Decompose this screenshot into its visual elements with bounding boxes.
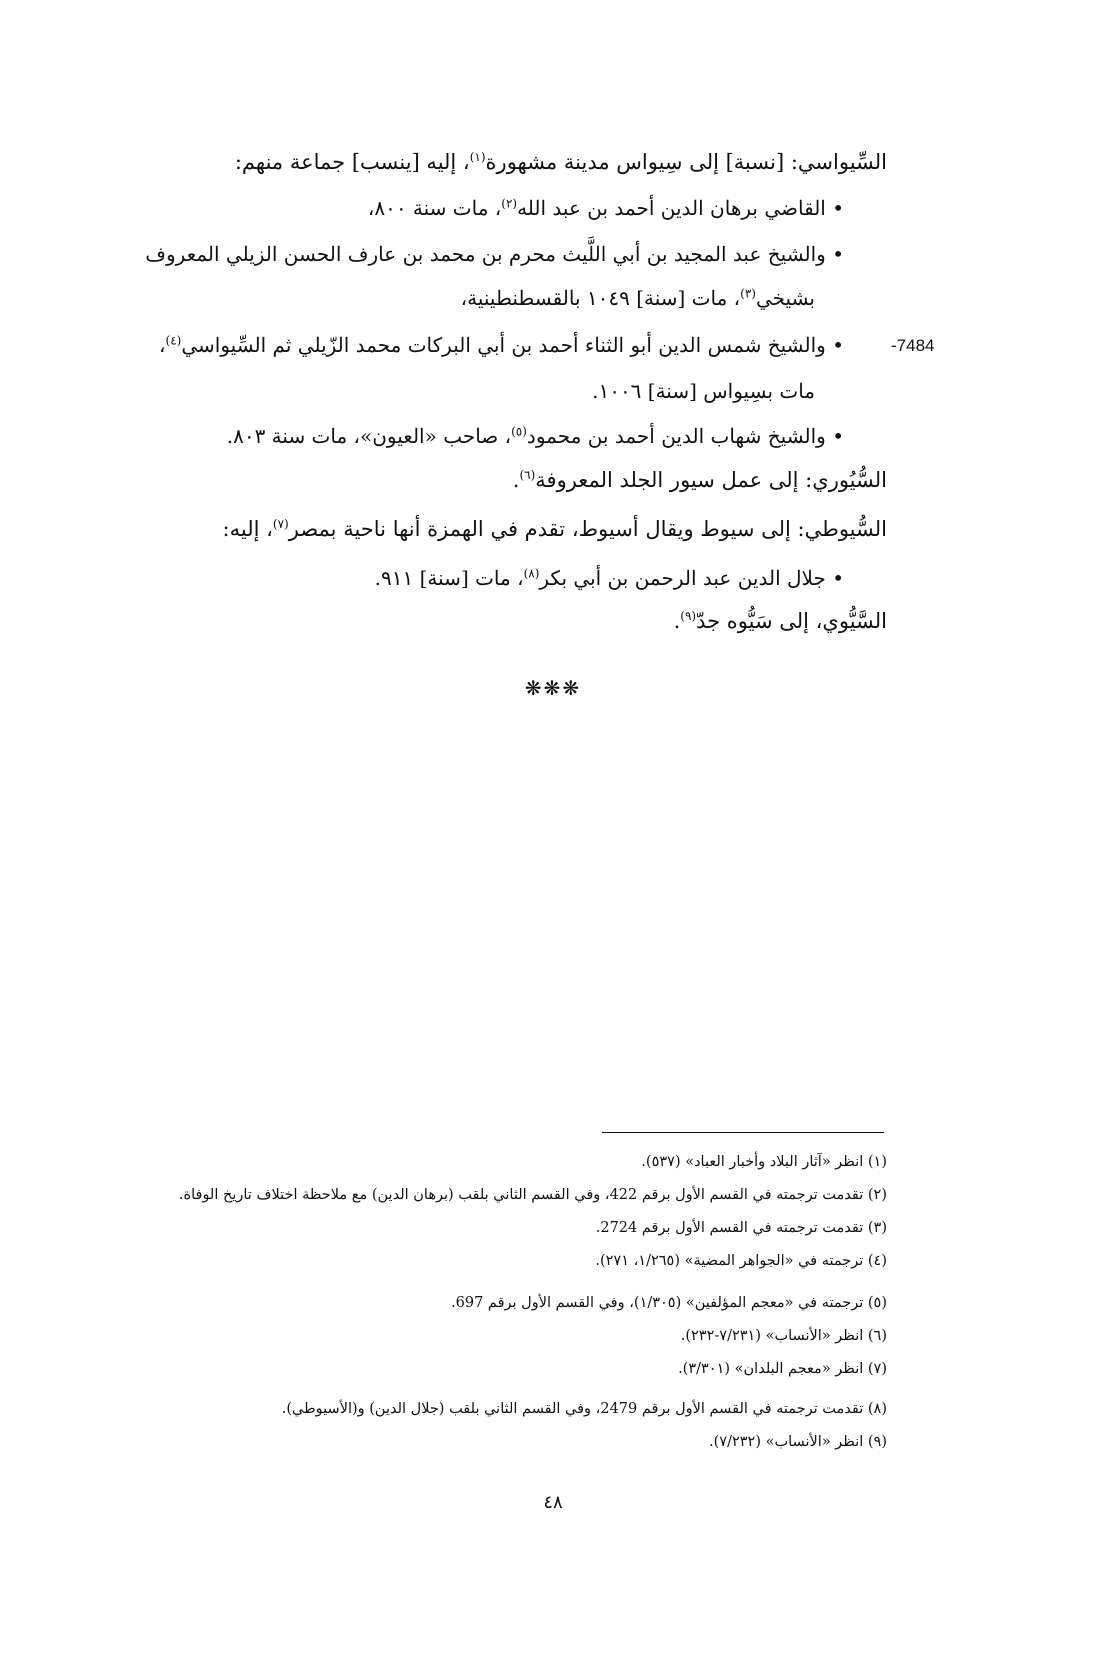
- entry-abd-al-majid-cont: [461, 283, 815, 313]
- footnote-9: (٩) انظر «الأنساب» (٧/٢٣٢).: [709, 1434, 887, 1450]
- footnote-7: (٧) انظر «معجم البلدان» (٣/٣٠١).: [678, 1361, 887, 1377]
- entry-shihab-al-din: [227, 421, 844, 451]
- entry-sayyuwi: [674, 606, 887, 636]
- entry-tail: ،: [159, 333, 166, 357]
- entry-abd-al-majid: [145, 239, 844, 269]
- footnote-ref[interactable]: (١): [469, 150, 486, 164]
- entry-shams-al-din: [159, 330, 844, 360]
- footnote-2: (٢) تقدمت ترجمته في القسم الأول برقم 422، وفي القسم الثاني بلقب (برهان الدين) مع ملاحظة اختلاف تاريخ الوفاة.: [178, 1187, 887, 1203]
- entry-number: -7484: [891, 336, 935, 355]
- entry-tail: ، مات [سنة] ١٠٤٩ بالقسطنطينية،: [460, 286, 741, 310]
- entry-suyuri: [513, 465, 887, 495]
- entry-tail: ، إليه:: [222, 517, 273, 541]
- entry-suyuti: [223, 514, 887, 544]
- entry-text: السُّيُوري: إلى عمل سيور الجلد المعروفة: [535, 468, 887, 492]
- footnote-ref[interactable]: (٣): [740, 286, 756, 301]
- entry-text: • والشيخ عبد المجيد بن أبي اللَّيث محرم بن محمد بن عارف الحسن الزيلي المعروف: [145, 242, 844, 266]
- entry-text: • والشيخ شهاب الدين أحمد بن محمود: [526, 424, 844, 448]
- footnote-3: (٣) تقدمت ترجمته في القسم الأول برقم 2724.: [595, 1220, 887, 1236]
- page-number: ٤٨: [543, 1492, 563, 1513]
- entry-text: السُّيوطي: إلى سيوط ويقال أسيوط، تقدم في الهمزة أنها ناحية بمصر: [288, 517, 887, 541]
- footnote-6: (٦) انظر «الأنساب» (٧/٢٣١-٢٣٢).: [680, 1328, 887, 1344]
- entry-siwasi: [235, 147, 887, 177]
- footnote-ref[interactable]: (٢): [501, 196, 518, 211]
- footnote-ref[interactable]: (٥): [511, 424, 527, 439]
- entry-shams-al-din-cont: [592, 376, 815, 406]
- footnote-ref[interactable]: (٨): [523, 566, 540, 581]
- footnote-4: (٤) ترجمته في «الجواهر المضية» (١/٢٦٥، ٢٧١).: [595, 1253, 887, 1269]
- entry-burhan-al-din: [368, 193, 844, 223]
- entry-tail: ، صاحب «العيون»، مات سنة ٨٠٣.: [226, 424, 512, 448]
- entry-tail: ، إليه [ينسب] جماعة منهم:: [234, 150, 470, 174]
- footnote-ref[interactable]: (٩): [680, 609, 697, 623]
- entry-jalal-al-din: [375, 563, 844, 593]
- footnote-ref[interactable]: (٦): [519, 468, 536, 482]
- entry-text: • القاضي برهان الدين أحمد بن عبد الله: [517, 196, 844, 220]
- footnote-ref[interactable]: (٧): [272, 517, 289, 531]
- footnote-8: (٨) تقدمت ترجمته في القسم الأول برقم 2479، وفي القسم الثاني بلقب (جلال الدين) و(الأسيوطي).: [281, 1401, 887, 1417]
- entry-tail: ، مات [سنة] ٩١١.: [374, 566, 524, 590]
- entry-text: السِّيواسي: [نسبة] إلى سِيواس مدينة مشهورة: [485, 150, 887, 174]
- footnote-ref[interactable]: (٤): [165, 333, 182, 348]
- entry-tail: .: [673, 609, 681, 633]
- section-separator: ❋❋❋: [524, 676, 582, 700]
- entry-text: • والشيخ شمس الدين أبو الثناء أحمد بن أبي البركات محمد الزّيلي ثم السِّيواسي: [181, 333, 844, 357]
- entry-text: • جلال الدين عبد الرحمن بن أبي بكر: [539, 566, 844, 590]
- footnote-5: (٥) ترجمته في «معجم المؤلفين» (١/٣٠٥)، وفي القسم الأول برقم 697.: [451, 1295, 887, 1311]
- entry-tail: .: [512, 468, 520, 492]
- entry-text: مات بسِيواس [سنة] ١٠٠٦.: [592, 379, 815, 403]
- entry-text: السَّيُّوي، إلى سَيُّوه جدّ: [696, 609, 887, 633]
- entry-text: بشيخي: [755, 286, 815, 310]
- footnote-1: (١) انظر «آثار البلاد وأخبار العباد» (٥٣٧).: [641, 1154, 887, 1170]
- entry-tail: ، مات سنة ٨٠٠،: [367, 196, 502, 220]
- footnote-divider: [602, 1132, 884, 1133]
